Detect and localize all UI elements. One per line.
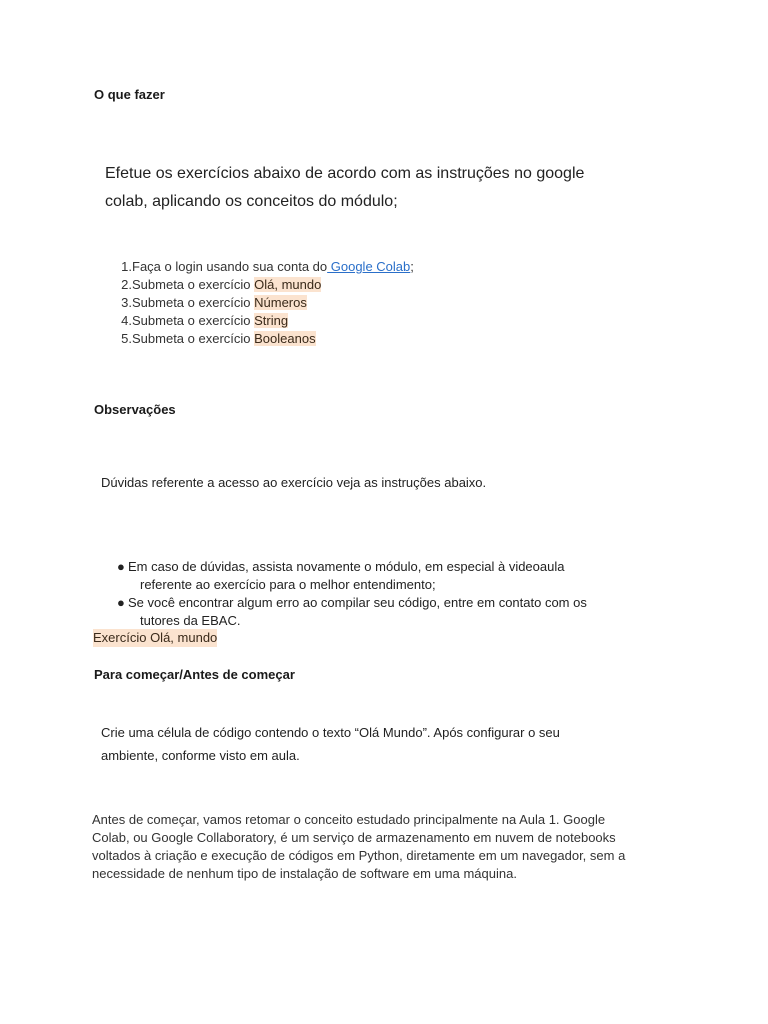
instruction-line-1: Crie uma célula de código contendo o texto “Olá Mundo”. Após configurar o seu [101, 725, 560, 740]
exercise-highlight: Booleanos [254, 331, 316, 346]
paragraph-line-4: necessidade de nenhum tipo de instalação de software em uma máquina. [92, 866, 517, 881]
exercise-section-label: Exercício Olá, mundo [93, 630, 218, 645]
intro-text [105, 160, 645, 216]
list-number: 3. [121, 295, 132, 310]
body-paragraph [92, 811, 692, 883]
step-suffix: ; [410, 259, 414, 274]
bullet-line-2: tutores da EBAC. [140, 613, 241, 628]
step-text: Submeta o exercício [132, 331, 255, 346]
paragraph-line-1: Antes de começar, vamos retomar o conceito estudado principalmente na Aula 1. Google [92, 812, 606, 827]
step-text: Submeta o exercício [132, 295, 255, 310]
bullet-line-1: Se você encontrar algum erro ao compilar seu código, entre em contato com os [128, 595, 587, 610]
instruction-text [101, 721, 661, 767]
paragraph-line-2: Colab, ou Google Collaboratory, é um serviço de armazenamento em nuvem de notebooks [92, 830, 616, 845]
exercise-highlight: String [254, 313, 289, 328]
list-item [0, 594, 648, 630]
google-colab-link[interactable]: Google Colab [327, 259, 411, 274]
step-text: Submeta o exercício [132, 277, 255, 292]
step-text: Submeta o exercício [132, 313, 255, 328]
heading-observations: Observações [94, 402, 176, 417]
intro-line-2: colab, aplicando os conceitos do módulo; [105, 193, 398, 210]
list-item [0, 558, 648, 594]
list-number: 4. [121, 313, 132, 328]
bullet-icon: ● [117, 559, 125, 574]
observations-bullets [0, 558, 648, 630]
observations-text: Dúvidas referente a acesso ao exercício veja as instruções abaixo. [101, 475, 487, 490]
heading-start: Para começar/Antes de começar [94, 667, 295, 682]
bullet-line-2: referente ao exercício para o melhor entendimento; [140, 577, 436, 592]
paragraph-line-3: voltados à criação e execução de códigos em Python, diretamente em um navegador, sem a [92, 848, 626, 863]
list-number: 5. [121, 331, 132, 346]
bullet-line-1: Em caso de dúvidas, assista novamente o módulo, em especial à videoaula [128, 559, 565, 574]
exercise-highlight: Números [254, 295, 307, 310]
list-number: 1. [121, 259, 132, 274]
heading-what-to-do: O que fazer [94, 87, 165, 102]
bullet-icon: ● [117, 595, 125, 610]
list-number: 2. [121, 277, 132, 292]
instruction-line-2: ambiente, conforme visto em aula. [101, 748, 300, 763]
exercise-highlight: Olá, mundo [254, 277, 322, 292]
intro-line-1: Efetue os exercícios abaixo de acordo com as instruções no google [105, 165, 585, 182]
step-text: Faça o login usando sua conta do [132, 259, 328, 274]
